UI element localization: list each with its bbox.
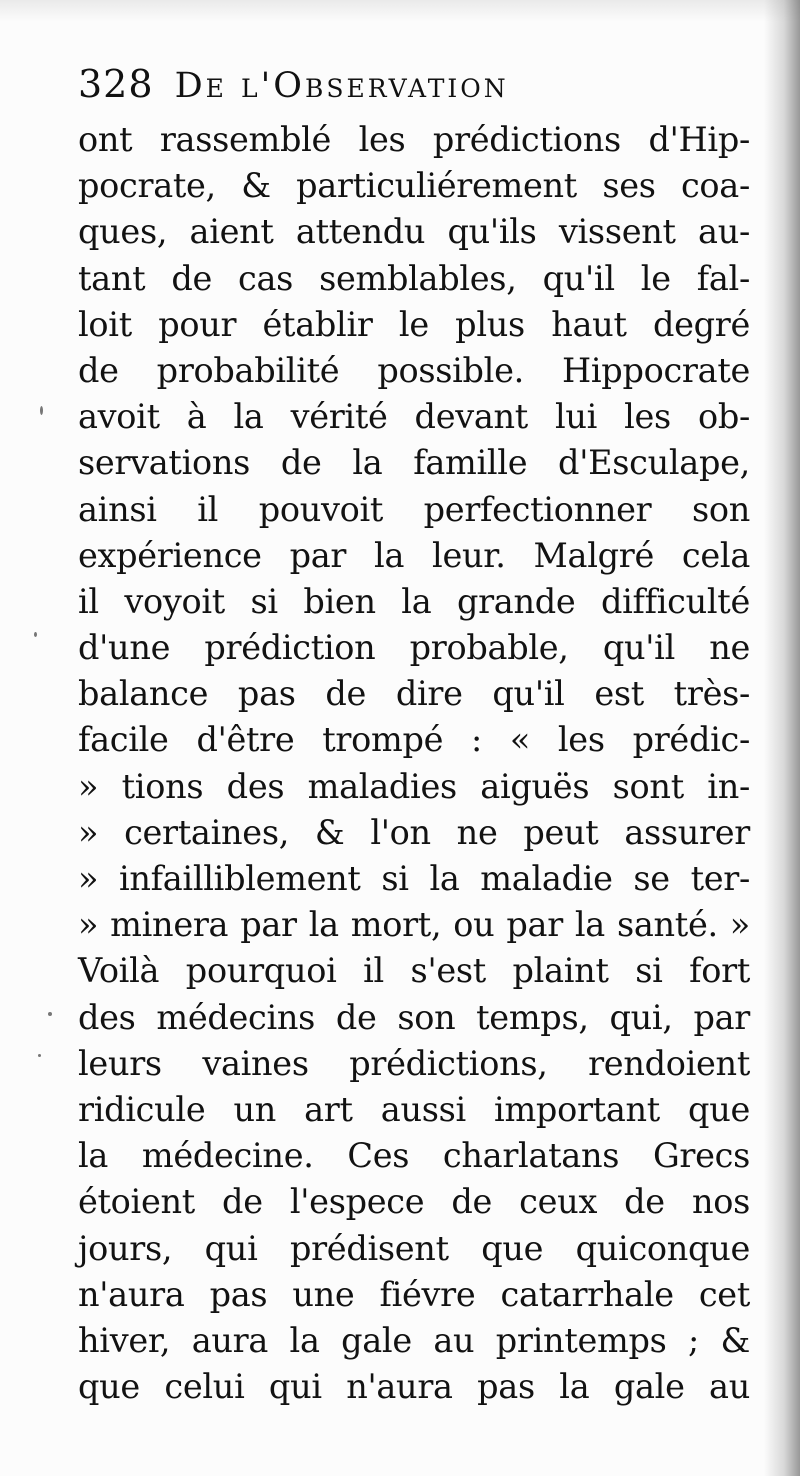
- text-line: leurs vaines prédictions, rendoient: [78, 1043, 750, 1083]
- text-line: que celui qui n'aura pas la gale au: [78, 1367, 750, 1407]
- text-line: étoient de l'espece de ceux de nos: [78, 1182, 750, 1222]
- text-line: Voilà pourquoi il s'est plaint si fort: [78, 951, 750, 991]
- text-line: jours, qui prédisent que quiconque: [78, 1228, 750, 1268]
- running-head: De l'Observation: [174, 66, 509, 106]
- text-line: des médecins de son temps, qui, par: [78, 997, 750, 1037]
- text-line: » minera par la mort, ou par la santé. »: [78, 905, 750, 945]
- body-text: [78, 117, 750, 1410]
- text-line: » tions des maladies aiguës sont in-: [78, 766, 750, 806]
- text-line: » certaines, & l'on ne peut assurer: [78, 812, 750, 852]
- page-edge-shadow: [764, 0, 800, 1476]
- paper-speck: [48, 1012, 52, 1016]
- text-line: servations de la famille d'Esculape,: [78, 443, 750, 483]
- text-line: ridicule un art aussi important que: [78, 1089, 750, 1129]
- text-line: hiver, aura la gale au printemps ; &: [78, 1320, 750, 1360]
- page-number: 328: [78, 62, 154, 106]
- page-top-shadow: [0, 0, 800, 22]
- paper-speck: [40, 406, 43, 415]
- text-line: n'aura pas une fiévre catarrhale cet: [78, 1274, 750, 1314]
- text-line: ques, aient attendu qu'ils vissent au-: [78, 212, 750, 252]
- text-line: » infailliblement si la maladie se ter-: [78, 859, 750, 898]
- text-line: facile d'être trompé : « les prédic-: [78, 720, 750, 760]
- text-line: ainsi il pouvoit perfectionner son: [78, 489, 750, 529]
- paper-speck: [34, 632, 37, 637]
- text-line: de probabilité possible. Hippocrate: [78, 350, 750, 390]
- text-line: d'une prédiction probable, qu'il ne: [78, 628, 750, 668]
- text-line: avoit à la vérité devant lui les ob-: [78, 397, 750, 437]
- text-line: loit pour établir le plus haut degré: [78, 304, 750, 344]
- text-line: balance pas de dire qu'il est très-: [78, 674, 750, 714]
- text-line: la médecine. Ces charlatans Grecs: [78, 1136, 750, 1176]
- text-line: tant de cas semblables, qu'il le fal-: [78, 258, 750, 298]
- text-line: pocrate, & particuliérement ses coa-: [78, 166, 750, 206]
- text-line: expérience par la leur. Malgré cela: [78, 535, 750, 575]
- text-line: il voyoit si bien la grande difficulté: [78, 581, 750, 621]
- page-header: [78, 62, 778, 122]
- paper-speck: [38, 1054, 41, 1057]
- text-line: ont rassemblé les prédictions d'Hip-: [78, 120, 750, 159]
